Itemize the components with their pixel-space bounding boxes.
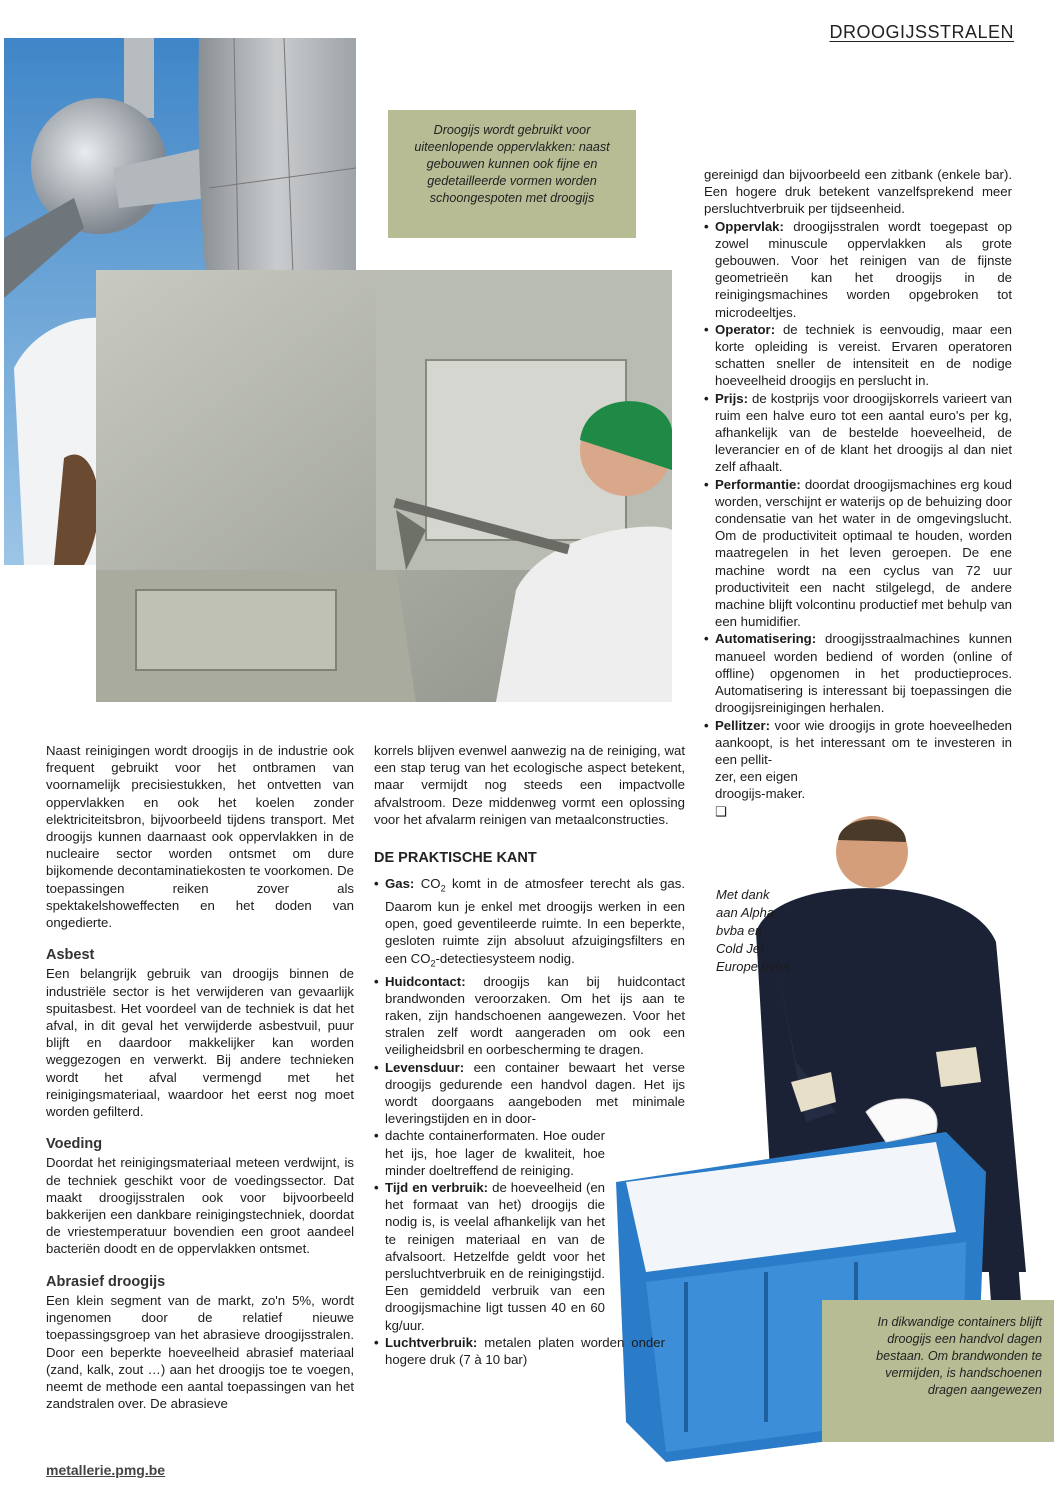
bullet-luchtverbruik: • Luchtverbruik: metalen platen worden onder hogere druk (7 à 10 bar): [374, 1334, 665, 1368]
bullet-tijd-verbruik: • Tijd en verbruik: de hoeveelheid (en het formaat van het) droogijs die nodig is, is veelal afhankelijk van het te reinigen materiaal en van de afvalsoort. Hetzelfde geldt voor het persluchtverbruik en de reinigingstijd. Een gemiddeld verbruik van een droogijsmachine ligt tussen 40 en 60 kg/uur.: [374, 1179, 605, 1334]
left-column: [46, 742, 354, 1412]
bullet-huidcontact: • Huidcontact: droogijs kan bij huidcontact brandwonden veroorzaken. Om het ijs aan te raken, zijn handschoenen aangewezen. Voor het stralen zelf wordt aangeraden om ook een veiligheidsbril en oorbescherming te dragen.: [374, 973, 685, 1059]
heading-voeding: Voeding: [46, 1136, 103, 1153]
bullet-automatisering: • Automatisering: droogijsstraalmachines kunnen manueel worden bediend of worden (online of offline) opgenomen in het productieproces. Automatisering is interessant bij toepassingen die droogijsreinigingen herhalen.: [704, 630, 1012, 716]
bullet-pellitzer: • Pellitzer: voor wie droogijs in grote hoeveelheden aankoopt, is het interessant om te investeren in een pellit-: [704, 717, 1012, 769]
bullet-prijs: • Prijs: de kostprijs voor droogijskorrels varieert van ruim een halve euro tot een aantal euro's per kg, afhankelijk van de bestelde hoeveelheid, de leverancier en of de klant het droogijs al dan niet zelf afhaalt.: [704, 390, 1012, 476]
heading-praktische-kant: DE PRAKTISCHE KANT: [374, 850, 537, 867]
heading-abrasief: Abrasief droogijs: [46, 1273, 166, 1290]
mould-cleaning-photo: [96, 270, 672, 702]
bullet-levensduur: • Levensduur: een container bewaart het verse droogijs gedurende een handvol dagen. Het ijs wordt doorgaans aangeboden met minimale leveringstijden en in door-: [374, 1059, 685, 1128]
right-intro: gereinigd dan bijvoorbeeld een zitbank (enkele bar). Een hogere druk betekent vanzelfsprekend meer persluchtverbruik per tijdseenheid.: [704, 167, 1012, 217]
end-mark-icon: ❑: [715, 803, 727, 819]
middle-column: [374, 742, 685, 1368]
right-column: [704, 166, 1012, 820]
bullet-performantie: • Performantie: doordat droogijsmachines erg koud worden, verschijnt er waterijs op de behuizing door condensatie van het water in de omgevingslucht. Om de productiviteit optimaal te houden, worden maatregelen in het leven geroepen. De ene machine wordt na een cyclus van 72 uur productiviteit een nacht stilgelegd, de andere machine blijft volcontinu productief met behulp van een humidifier.: [704, 476, 1012, 631]
intro-paragraph: Naast reinigingen wordt droogijs in de industrie ook frequent gebruikt voor het ontbramen van voornamelijk precisiestukken, het ontvetten van oppervlakken en ook het koelen zonder elektriciteitsbron, bijvoorbeeld tijdens transport. Met droogijs kunnen daarnaast ook oppervlakken in de nucleaire sector worden ontsmet om dure bijkomende decontaminatiekosten te voorkomen. De toepassingen reiken zover als spektakelshoweffecten en het doden van ongedierte.: [46, 743, 354, 931]
voeding-paragraph: Doordat het reinigingsmateriaal meteen verdwijnt, is de techniek geschikt voor de voedingssector. Dat maakt droogijsstralen ook voor bijvoorbeeld bakkerijen een dankbare reinigingstechniek, doordat de vriestemperatuur bovendien een groot aandeel bacteriën doodt en de oppervlakken ontsmet.: [46, 1155, 354, 1257]
bullet-gas: • Gas: $CO_2$ komt in de atmosfeer terecht als gas. Daarom kun je enkel met droogijs werken in een open, goed geventileerde ruimte. In een beperkte, gesloten ruimte zijn absoluut afzuigingsfilters en een $CO_2$-detectiesysteem nodig.: [374, 875, 685, 972]
bullet-levensduur-cont: • dachte containerformaten. Hoe ouder het ijs, hoe lager de kwaliteit, hoe minder doeltreffend de reiniging.: [374, 1127, 605, 1179]
heading-asbest: Asbest: [46, 947, 95, 964]
acknowledgement: Met dank aan Alpha bvba en Cold Jet Europe bvba: [716, 887, 790, 974]
footer-website-link[interactable]: metallerie.pmg.be: [46, 1462, 166, 1478]
section-title: DROOGIJSSTRALEN: [829, 22, 1014, 42]
bullet-oppervlak: • Oppervlak: droogijsstralen wordt toegepast op zowel minuscule oppervlakken als grote gebouwen. Voor het reinigen van de fijnste geometrieën kan het droogijs in de reinigingsmachines worden opgebroken tot microdeeltjes.: [704, 218, 1012, 321]
abrasief-paragraph: Een klein segment van de markt, zo'n 5%, wordt ingenomen door de relatief nieuwe toepassingsgroep van het abrasieve droogijsstralen. Door een beperkte hoeveelheid abrasief materiaal (zand, kalk, zout …) aan het droogijs toe te voegen, neemt de methode een aantal toepassingen van het zandstralen over. De abrasieve: [46, 1292, 354, 1412]
bullet-operator: • Operator: de techniek is eenvoudig, maar een korte opleiding is vereist. Ervaren operatoren schatten sneller de intensiteit en de nodige hoeveelheid droogijs en perslucht in.: [704, 321, 1012, 390]
caption-bottom: In dikwandige containers blijft droogijs een handvol dagen bestaan. Om brandwonden te vermijden, is handschoenen dragen aangewezen: [876, 1315, 1042, 1397]
pellitzer-cont: zer, een eigen droogijs-maker. ❑: [715, 769, 806, 819]
middle-intro: korrels blijven evenwel aanwezig na de reiniging, wat een stap terug van het ecologische aspect betekent, maar vermijdt nog steeds een impactvolle afvalstroom. Deze middenweg vormt een oplossing voor het afvalarm reinigen van metaalconstructies.: [374, 743, 685, 827]
caption-top: Droogijs wordt gebruikt voor uiteenlopende oppervlakken: naast gebouwen kunnen ook fijne en gedetailleerde vormen worden schoongespoten met droogijs: [414, 123, 610, 205]
asbest-paragraph: Een belangrijk gebruik van droogijs binnen de industriële sector is het verwijderen van gevaarlijk spuitasbest. Het voordeel van de techniek is dat het afval, in dit geval het verwijderde asbestvuil, puur blijft en daardoor makkelijker kan worden weggezogen en verwerkt. Bij andere technieken wordt het afval vermengd met het reinigingsmateriaal, waardoor het eerst nog moet worden gefilterd.: [46, 966, 354, 1120]
